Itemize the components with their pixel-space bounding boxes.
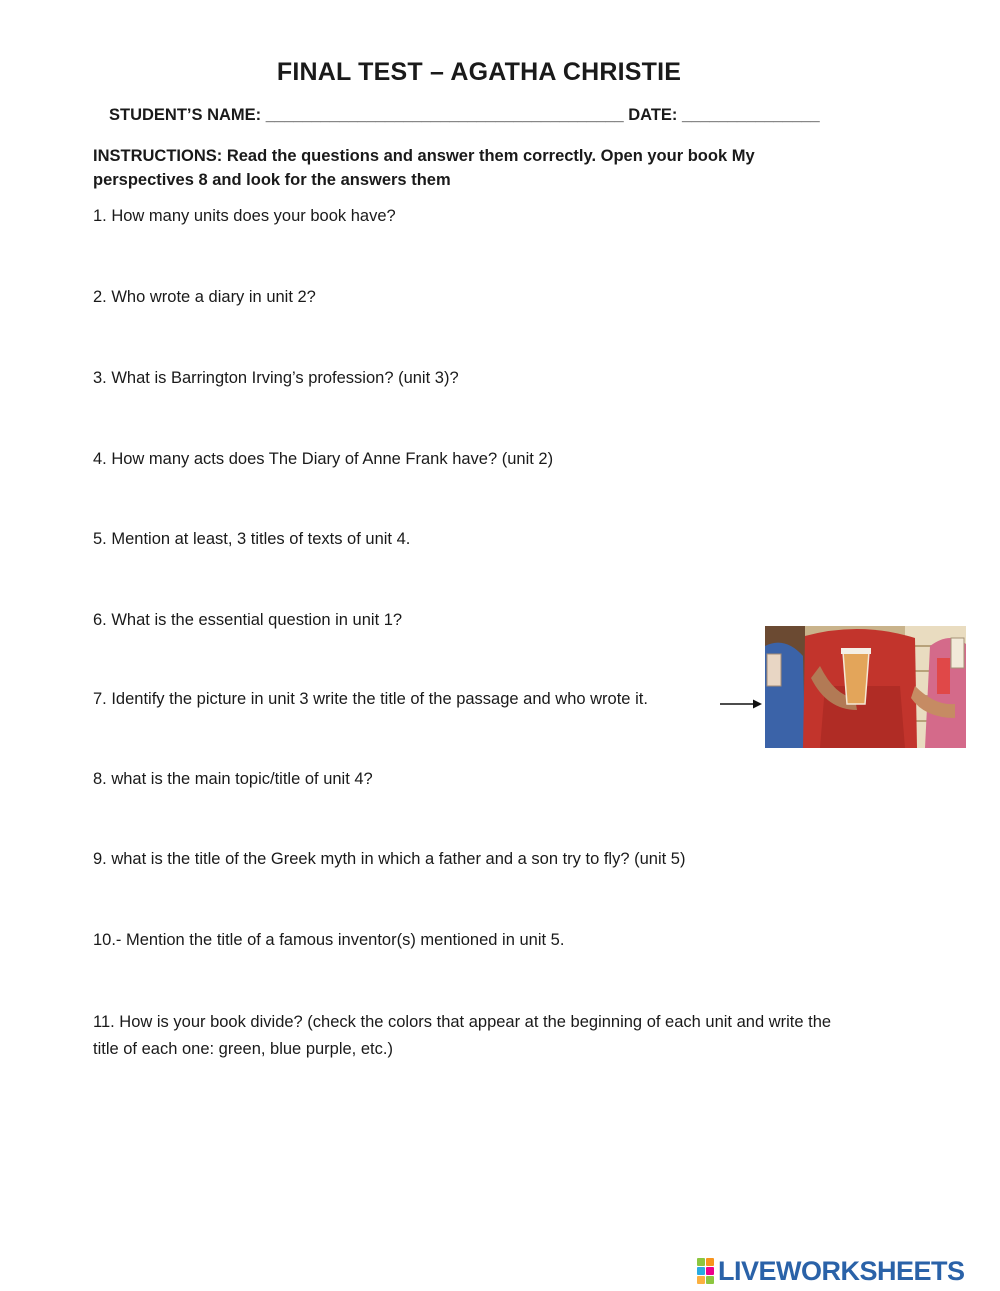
student-name-date-line: STUDENT’S NAME: _______________________________________ DATE: _______________ <box>109 106 820 124</box>
question-10: 10.- Mention the title of a famous inventor(s) mentioned in unit 5. <box>93 931 565 949</box>
liveworksheets-logo-text: LIVEWORKSHEETS <box>718 1255 965 1286</box>
question-1: 1. How many units does your book have? <box>93 207 396 225</box>
arrow-right-icon <box>720 698 762 710</box>
unit-3-picture <box>765 626 966 748</box>
question-7: 7. Identify the picture in unit 3 write the title of the passage and who wrote it. <box>93 690 648 708</box>
question-4: 4. How many acts does The Diary of Anne Frank have? (unit 2) <box>93 450 554 468</box>
liveworksheets-logo <box>697 1256 993 1286</box>
question-3: 3. What is Barrington Irving’s profession? (unit 3)? <box>93 369 459 387</box>
question-9: 9. what is the title of the Greek myth in which a father and a son try to fly? (unit 5) <box>93 850 686 868</box>
instructions: INSTRUCTIONS: Read the questions and answer them correctly. Open your book My perspectives 8 and look for the answers them <box>93 147 755 189</box>
liveworksheets-logo-icon <box>697 1258 714 1284</box>
question-5: 5. Mention at least, 3 titles of texts of unit 4. <box>93 530 411 548</box>
question-2: 2. Who wrote a diary in unit 2? <box>93 288 316 306</box>
page-title: FINAL TEST – AGATHA CHRISTIE <box>276 58 682 86</box>
question-8: 8. what is the main topic/title of unit 4? <box>93 770 373 788</box>
question-11: 11. How is your book divide? (check the colors that appear at the beginning of each unit and write the title of each one: green, blue purple, etc.) <box>93 1013 832 1058</box>
question-6: 6. What is the essential question in unit 1? <box>93 611 403 629</box>
